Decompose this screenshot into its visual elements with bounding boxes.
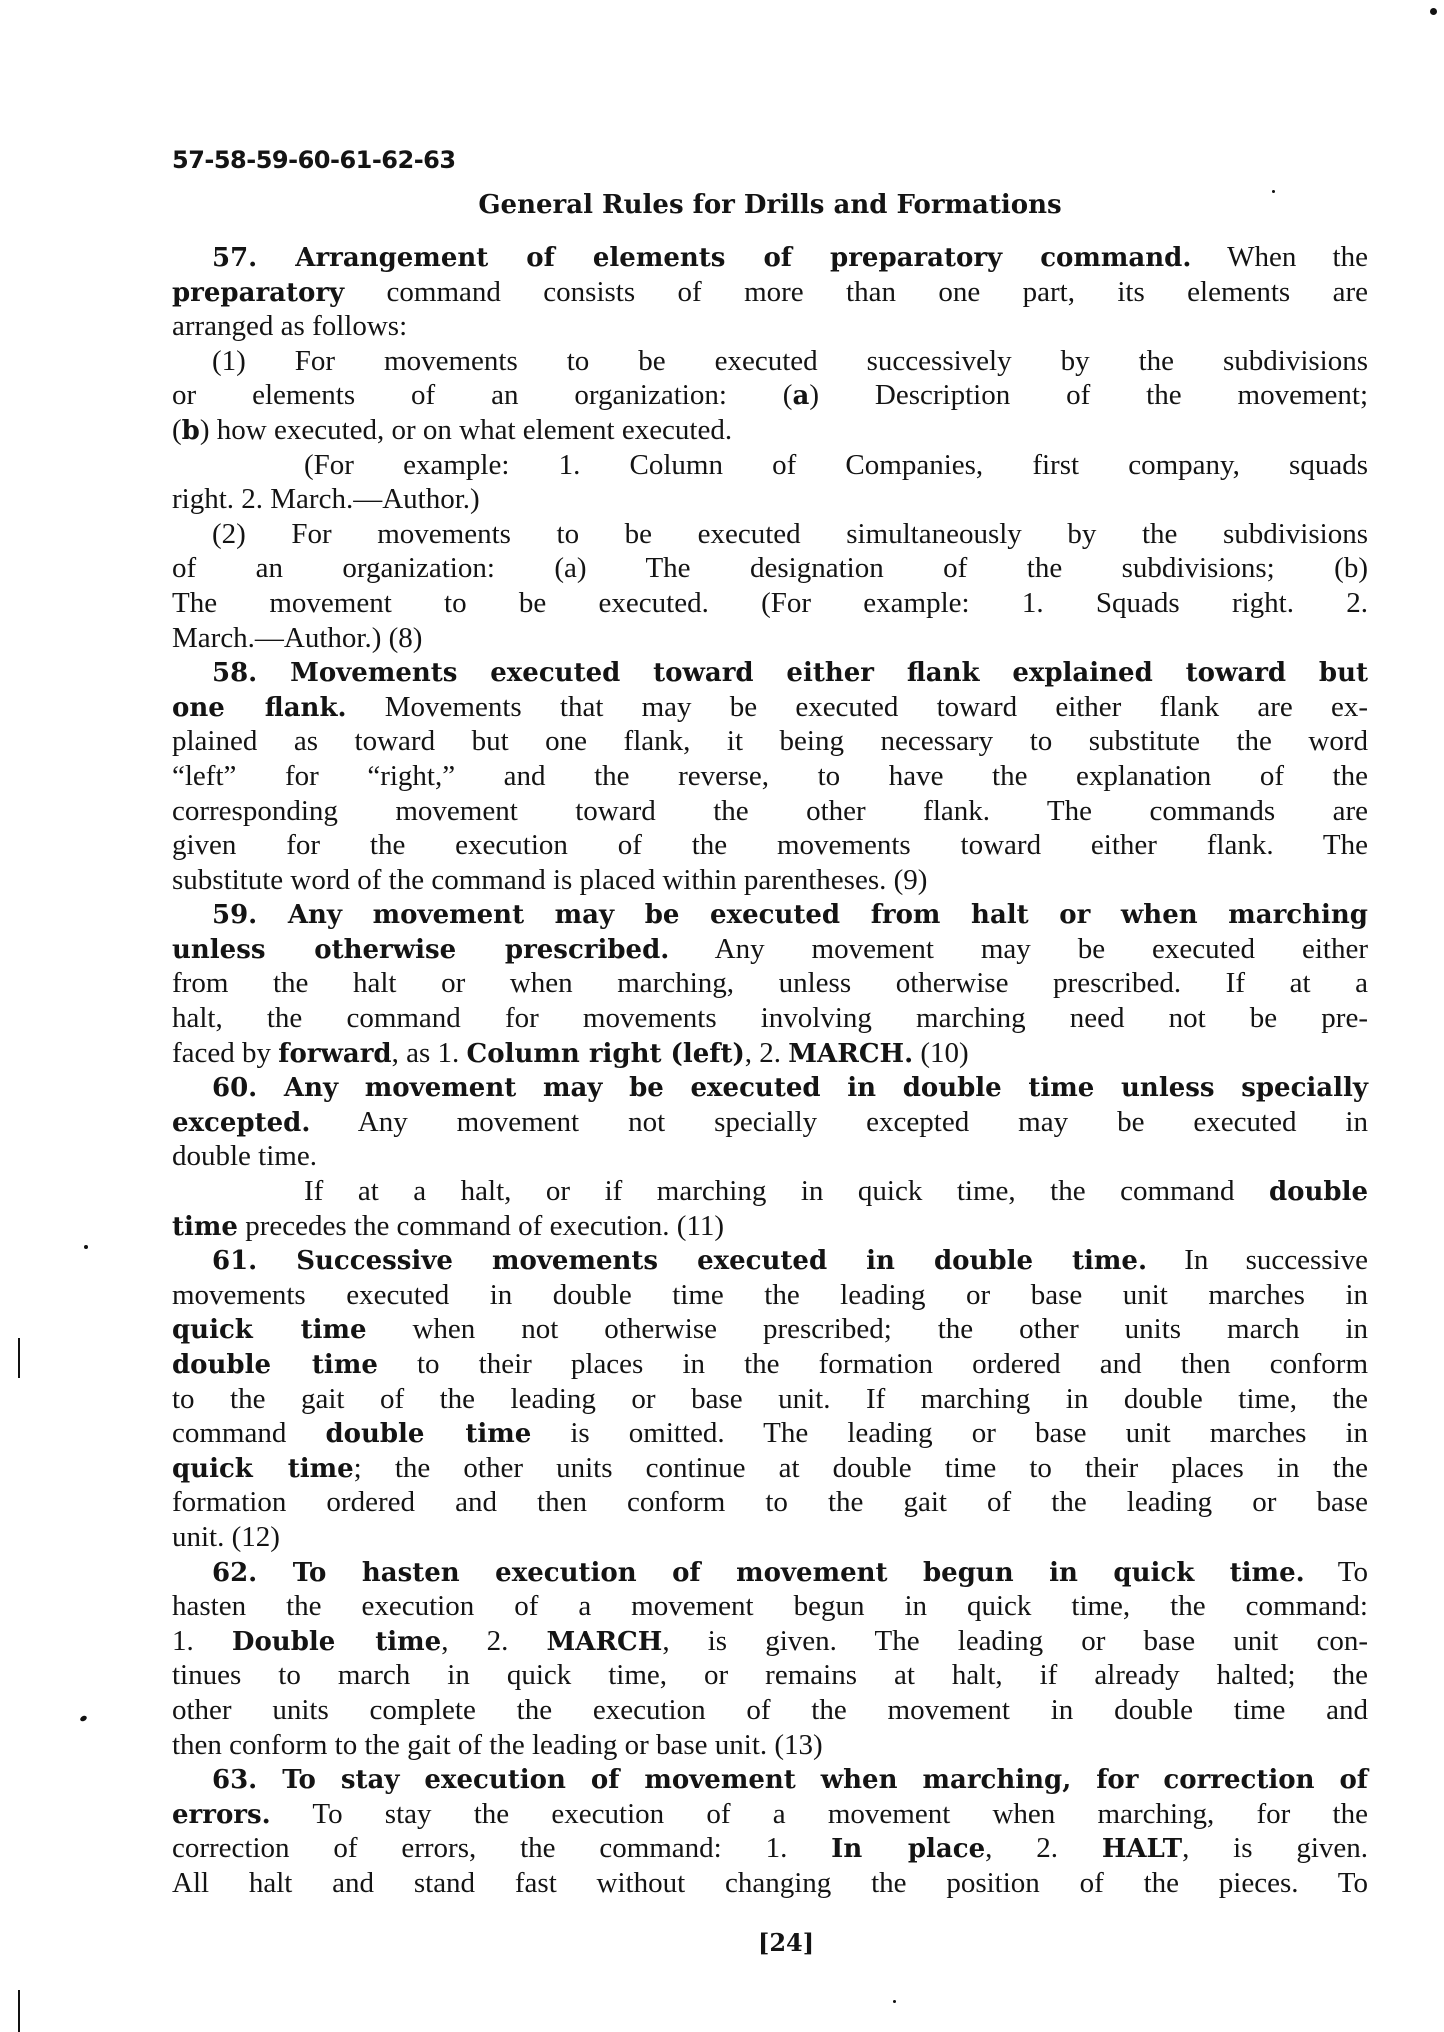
- text: movements executed in double time the leading or base unit marches in: [172, 1278, 1368, 1311]
- text: halt, the command for movements involving marching need not be pre-: [172, 1002, 1368, 1035]
- bold-text: MARCH.: [788, 1038, 914, 1069]
- bold-text: Column right (left): [466, 1038, 745, 1069]
- body-text: [172, 240, 1368, 1901]
- page-number: [24]: [758, 1928, 815, 1957]
- text: tinues to march in quick time, or remains at halt, if already halted; the: [172, 1659, 1368, 1692]
- text: command consists of more than one part, its elements are: [344, 275, 1368, 308]
- bold-text: quick time: [172, 1315, 367, 1346]
- text: then conform to the gait of the leading or base unit. (13): [172, 1728, 823, 1761]
- text-line: [172, 1416, 1368, 1451]
- text-line: [172, 966, 1368, 1001]
- text: from the halt or when marching, unless otherwise prescribed. If at a: [172, 967, 1368, 1000]
- bold-text: b: [181, 415, 200, 446]
- text: faced by: [172, 1036, 279, 1069]
- text: double time.: [172, 1140, 317, 1173]
- text: (10): [913, 1036, 969, 1069]
- text: When the: [1191, 241, 1368, 273]
- text: To stay the execution of a movement when marching, for the: [270, 1797, 1368, 1830]
- text: hasten the execution of a movement begun in quick time, the command:: [172, 1590, 1368, 1623]
- bold-text: a: [792, 381, 810, 412]
- text-line: [172, 1728, 1368, 1763]
- bold-text: MARCH: [546, 1626, 663, 1657]
- text-line: [172, 448, 1368, 483]
- text: , is given. The leading or base unit con-: [662, 1624, 1368, 1657]
- text: To: [1304, 1555, 1368, 1588]
- bold-text: 62. To hasten execution of movement begun in quick time.: [212, 1557, 1305, 1588]
- text-line: [172, 1520, 1368, 1555]
- text: Any movement not specially excepted may be executed in: [310, 1105, 1368, 1138]
- bold-text: forward: [278, 1038, 392, 1069]
- text-line: [172, 551, 1368, 586]
- bold-text: double: [1268, 1177, 1368, 1208]
- bold-text: 63. To stay execution of movement when marching, for correction of: [212, 1765, 1368, 1796]
- text: given for the execution of the movements toward either flank. The: [172, 829, 1368, 862]
- text: “left” for “right,” and the reverse, to have the explanation of the: [172, 759, 1368, 792]
- text-line: [172, 1001, 1368, 1036]
- text: , as 1.: [391, 1036, 467, 1069]
- text-line: [172, 794, 1368, 829]
- scan-line: [18, 1338, 20, 1378]
- text-line: [172, 482, 1368, 517]
- text-line: [172, 1451, 1368, 1486]
- section-numbers: 57-58-59-60-61-62-63: [172, 146, 456, 174]
- bold-text: quick time: [172, 1453, 354, 1484]
- text-line: [172, 1658, 1368, 1693]
- text-line: [172, 1347, 1368, 1382]
- text-line: [172, 1762, 1368, 1797]
- text-line: [172, 240, 1368, 275]
- bold-text: excepted.: [172, 1107, 311, 1138]
- scan-speck: [1272, 190, 1275, 193]
- text: correction of errors, the command: 1.: [172, 1832, 832, 1865]
- text: The movement to be executed. (For example: 1. Squads right. 2.: [172, 586, 1368, 619]
- text-line: [172, 863, 1368, 898]
- bold-text: 59. Any movement may be executed from halt or when marching: [212, 900, 1368, 931]
- text: other units complete the execution of the movement in double time and: [172, 1693, 1368, 1726]
- text: (1) For movements to be executed successively by the subdivisions: [212, 344, 1368, 377]
- text-line: [172, 897, 1368, 932]
- bold-text: one flank.: [172, 692, 347, 723]
- text-line: [172, 1589, 1368, 1624]
- scan-speck: [893, 2000, 896, 2003]
- bold-text: time: [172, 1211, 238, 1242]
- text: , 2.: [441, 1624, 547, 1657]
- bold-text: 60. Any movement may be executed in double time unless specially: [212, 1073, 1368, 1104]
- text: unit. (12): [172, 1520, 280, 1553]
- text-line: [172, 1831, 1368, 1866]
- bold-text: double time: [325, 1419, 532, 1450]
- text: of an organization: (a) The designation of the subdivisions; (b): [172, 552, 1368, 585]
- text-line: [172, 621, 1368, 656]
- text: If at a halt, or if marching in quick time, the command: [304, 1175, 1269, 1208]
- text-line: [172, 1693, 1368, 1728]
- text: 1.: [172, 1624, 232, 1657]
- text: right. 2. March.—Author.): [172, 483, 480, 516]
- text: formation ordered and then conform to the gait of the leading or base: [172, 1486, 1368, 1519]
- bold-text: In place: [831, 1834, 986, 1865]
- text-line: [172, 932, 1368, 967]
- text-line: [172, 378, 1368, 413]
- text: plained as toward but one flank, it being necessary to substitute the word: [172, 725, 1368, 758]
- text: ; the other units continue at double time to their places in the: [353, 1451, 1369, 1484]
- page-title: General Rules for Drills and Formations: [478, 190, 1062, 220]
- text-line: [172, 655, 1368, 690]
- text: is omitted. The leading or base unit marches in: [531, 1417, 1369, 1450]
- text-line: [172, 1312, 1368, 1347]
- text: command: [172, 1417, 326, 1450]
- bold-text: double time: [172, 1350, 378, 1380]
- text: or elements of an organization: (: [172, 379, 793, 412]
- text-line: [172, 1139, 1368, 1174]
- bold-text: preparatory: [172, 277, 345, 308]
- text: corresponding movement toward the other flank. The commands are: [172, 794, 1368, 827]
- text-line: [172, 1209, 1368, 1244]
- bold-text: 57. Arrangement of elements of preparatory command.: [212, 243, 1192, 273]
- text: , is given.: [1182, 1832, 1368, 1865]
- text: arranged as follows:: [172, 310, 408, 343]
- text-line: [172, 759, 1368, 794]
- bold-text: Double time: [231, 1626, 442, 1657]
- text-line: [172, 1797, 1368, 1832]
- text: , 2.: [744, 1036, 789, 1069]
- text-line: [172, 1382, 1368, 1417]
- text-line: [172, 586, 1368, 621]
- scan-speck: [84, 1245, 88, 1249]
- text: Movements that may be executed toward either flank are ex-: [346, 690, 1368, 723]
- text-line: [172, 413, 1368, 448]
- text-line: [172, 1243, 1368, 1278]
- bold-text: HALT: [1101, 1834, 1183, 1865]
- text: to the gait of the leading or base unit. If marching in double time, the: [172, 1382, 1368, 1415]
- text: (For example: 1. Column of Companies, first company, squads: [304, 448, 1368, 481]
- text: ) Description of the movement;: [809, 379, 1368, 412]
- text-line: [172, 1105, 1368, 1140]
- bold-text: 58. Movements executed toward either flank explained toward but: [212, 658, 1368, 689]
- text: In successive: [1147, 1244, 1368, 1277]
- text-line: [172, 344, 1368, 379]
- text-line: [172, 517, 1368, 552]
- scan-speck: [79, 1715, 88, 1723]
- text-line: [172, 724, 1368, 759]
- text-line: [172, 828, 1368, 863]
- text-line: [172, 309, 1368, 344]
- text-line: [172, 1866, 1368, 1901]
- text-line: [172, 1278, 1368, 1313]
- text: (2) For movements to be executed simultaneously by the subdivisions: [212, 517, 1368, 550]
- scan-speck: [1430, 8, 1437, 15]
- text-line: [172, 275, 1368, 310]
- text: substitute word of the command is placed within parentheses. (9): [172, 863, 928, 896]
- text: All halt and stand fast without changing the position of the pieces. To: [172, 1866, 1368, 1899]
- text-line: [172, 1070, 1368, 1105]
- text-line: [172, 1624, 1368, 1659]
- text: Any movement may be executed either: [669, 932, 1368, 965]
- text-line: [172, 1555, 1368, 1590]
- text: when not otherwise prescribed; the other units march in: [366, 1313, 1369, 1346]
- text: , 2.: [985, 1832, 1102, 1865]
- text-line: [172, 1036, 1368, 1071]
- text-line: [172, 1174, 1368, 1209]
- text: ) how executed, or on what element executed.: [199, 413, 733, 446]
- bold-text: unless otherwise prescribed.: [172, 934, 670, 965]
- text-line: [172, 1485, 1368, 1520]
- bold-text: errors.: [172, 1799, 271, 1830]
- bold-text: 61. Successive movements executed in double time.: [212, 1246, 1147, 1277]
- text: March.—Author.) (8): [172, 621, 423, 654]
- text: (: [172, 413, 182, 446]
- scan-line: [18, 1990, 20, 2032]
- text-line: [172, 690, 1368, 725]
- text: to their places in the formation ordered and then conform: [377, 1348, 1368, 1380]
- text: precedes the command of execution. (11): [237, 1209, 725, 1242]
